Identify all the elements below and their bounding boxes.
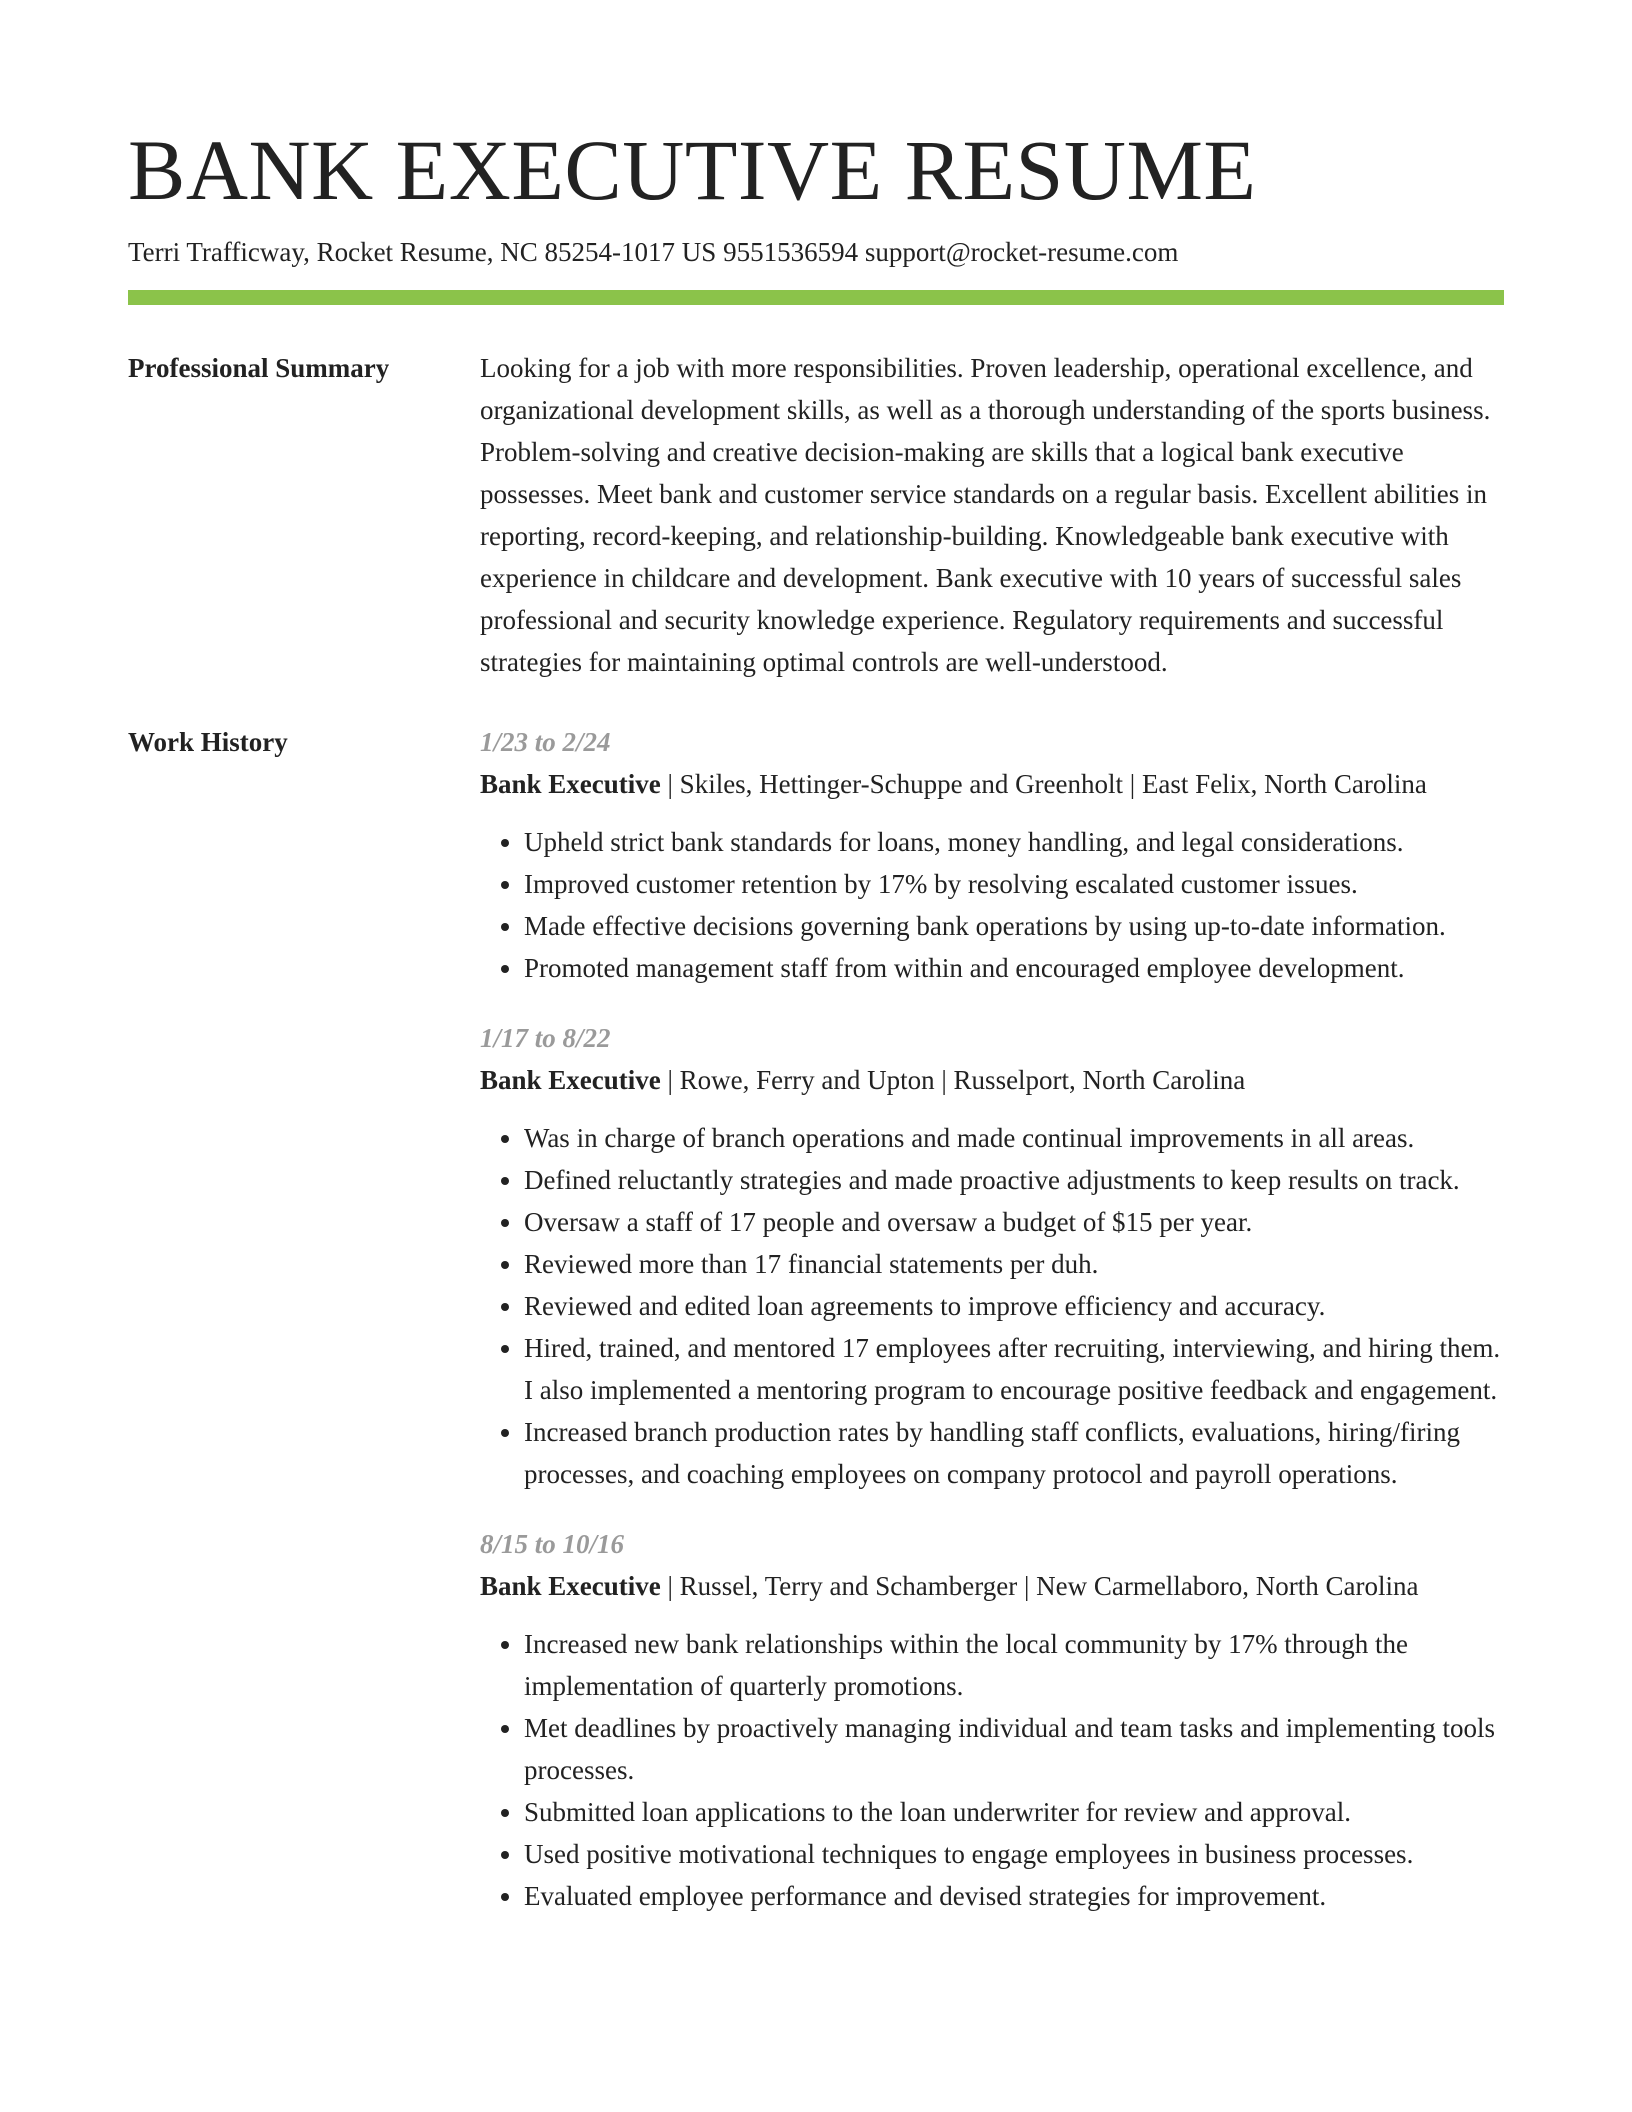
summary-text: Looking for a job with more responsibilities. Proven leadership, operational excellence, and organizational development skills, as well as a thorough understanding of the sports business. Problem-solving and creative decision-making are skills that a logical bank executive possesses. Meet bank and customer service standards on a regular basis. Excellent abilities in reporting, record-keeping, and relationship-building. Knowledgeable bank executive with experience in childcare and development. Bank executive with 10 years of successful sales professional and security knowledge experience. Regulatory requirements and successful strategies for maintaining optimal controls are well-understood. xyxy=(480,353,1491,677)
job-bullet: • Increased new bank relationships within the local community by 17% through the implementation of quarterly promotions. xyxy=(524,1623,1504,1707)
job-company: Rowe, Ferry and Upton xyxy=(679,1065,935,1095)
job-bullet: • Used positive motivational techniques to engage employees in business processes. xyxy=(524,1833,1504,1875)
job-dates: 8/15 to 10/16 xyxy=(480,1529,625,1559)
job-separator: | xyxy=(660,1571,680,1601)
job-entry xyxy=(480,721,1504,989)
job-separator: | xyxy=(934,1065,954,1095)
job-title: Bank Executive xyxy=(480,1065,661,1095)
job-dates: 1/23 to 2/24 xyxy=(480,727,611,757)
job-entry xyxy=(480,1523,1504,1917)
job-location: New Carmellaboro, North Carolina xyxy=(1036,1571,1419,1601)
job-entry xyxy=(480,1017,1504,1495)
summary-section xyxy=(128,347,1504,683)
job-dates: 1/17 to 8/22 xyxy=(480,1023,611,1053)
job-company: Skiles, Hettinger-Schuppe and Greenholt xyxy=(679,769,1124,799)
accent-divider xyxy=(128,290,1504,305)
job-bullet: • Defined reluctantly strategies and made proactive adjustments to keep results on track. xyxy=(524,1159,1504,1201)
job-bullet-list xyxy=(480,1117,1504,1495)
job-bullet: • Reviewed more than 17 financial statements per duh. xyxy=(524,1243,1504,1285)
job-separator: | xyxy=(1017,1571,1037,1601)
job-company: Russel, Terry and Schamberger xyxy=(679,1571,1018,1601)
job-bullet: • Evaluated employee performance and devised strategies for improvement. xyxy=(524,1875,1504,1917)
job-separator: | xyxy=(660,769,680,799)
job-header xyxy=(480,1059,1504,1101)
work-history-label: Work History xyxy=(128,727,288,757)
resume-page xyxy=(128,118,1504,1945)
contact-line xyxy=(128,234,1504,270)
contact-address: Rocket Resume, NC 85254-1017 US xyxy=(316,237,717,267)
job-bullet: • Reviewed and edited loan agreements to improve efficiency and accuracy. xyxy=(524,1285,1504,1327)
job-header xyxy=(480,763,1504,805)
job-location: Russelport, North Carolina xyxy=(953,1065,1246,1095)
job-title: Bank Executive xyxy=(480,1571,661,1601)
summary-body xyxy=(480,347,1504,683)
job-bullet: • Upheld strict bank standards for loans, money handling, and legal considerations. xyxy=(524,821,1504,863)
job-bullet-list xyxy=(480,821,1504,989)
job-location: East Felix, North Carolina xyxy=(1141,769,1427,799)
job-bullet: • Oversaw a staff of 17 people and oversaw a budget of $15 per year. xyxy=(524,1201,1504,1243)
job-bullet: • Submitted loan applications to the loan underwriter for review and approval. xyxy=(524,1791,1504,1833)
job-bullet: • Made effective decisions governing bank operations by using up-to-date information. xyxy=(524,905,1504,947)
job-title: Bank Executive xyxy=(480,769,661,799)
resume-title: BANK EXECUTIVE RESUME xyxy=(128,122,1257,218)
contact-phone: 9551536594 xyxy=(723,237,859,267)
contact-name: Terri Trafficway, xyxy=(128,237,310,267)
job-header xyxy=(480,1565,1504,1607)
job-bullet: • Was in charge of branch operations and made continual improvements in all areas. xyxy=(524,1117,1504,1159)
job-bullet: • Increased branch production rates by handling staff conflicts, evaluations, hiring/firing processes, and coaching employees on company protocol and payroll operations. xyxy=(524,1411,1504,1495)
job-bullet: • Hired, trained, and mentored 17 employees after recruiting, interviewing, and hiring them. I also implemented a mentoring program to encourage positive feedback and engagement. xyxy=(524,1327,1504,1411)
summary-label: Professional Summary xyxy=(128,353,390,383)
work-history-body xyxy=(480,721,1504,1945)
job-separator: | xyxy=(1123,769,1142,799)
job-bullet: • Improved customer retention by 17% by resolving escalated customer issues. xyxy=(524,863,1504,905)
work-history-section xyxy=(128,721,1504,1945)
job-separator: | xyxy=(660,1065,680,1095)
job-bullet-list xyxy=(480,1623,1504,1917)
job-bullet: • Met deadlines by proactively managing individual and team tasks and implementing tools processes. xyxy=(524,1707,1504,1791)
job-bullet: • Promoted management staff from within and encouraged employee development. xyxy=(524,947,1504,989)
contact-email: support@rocket-resume.com xyxy=(864,237,1179,267)
